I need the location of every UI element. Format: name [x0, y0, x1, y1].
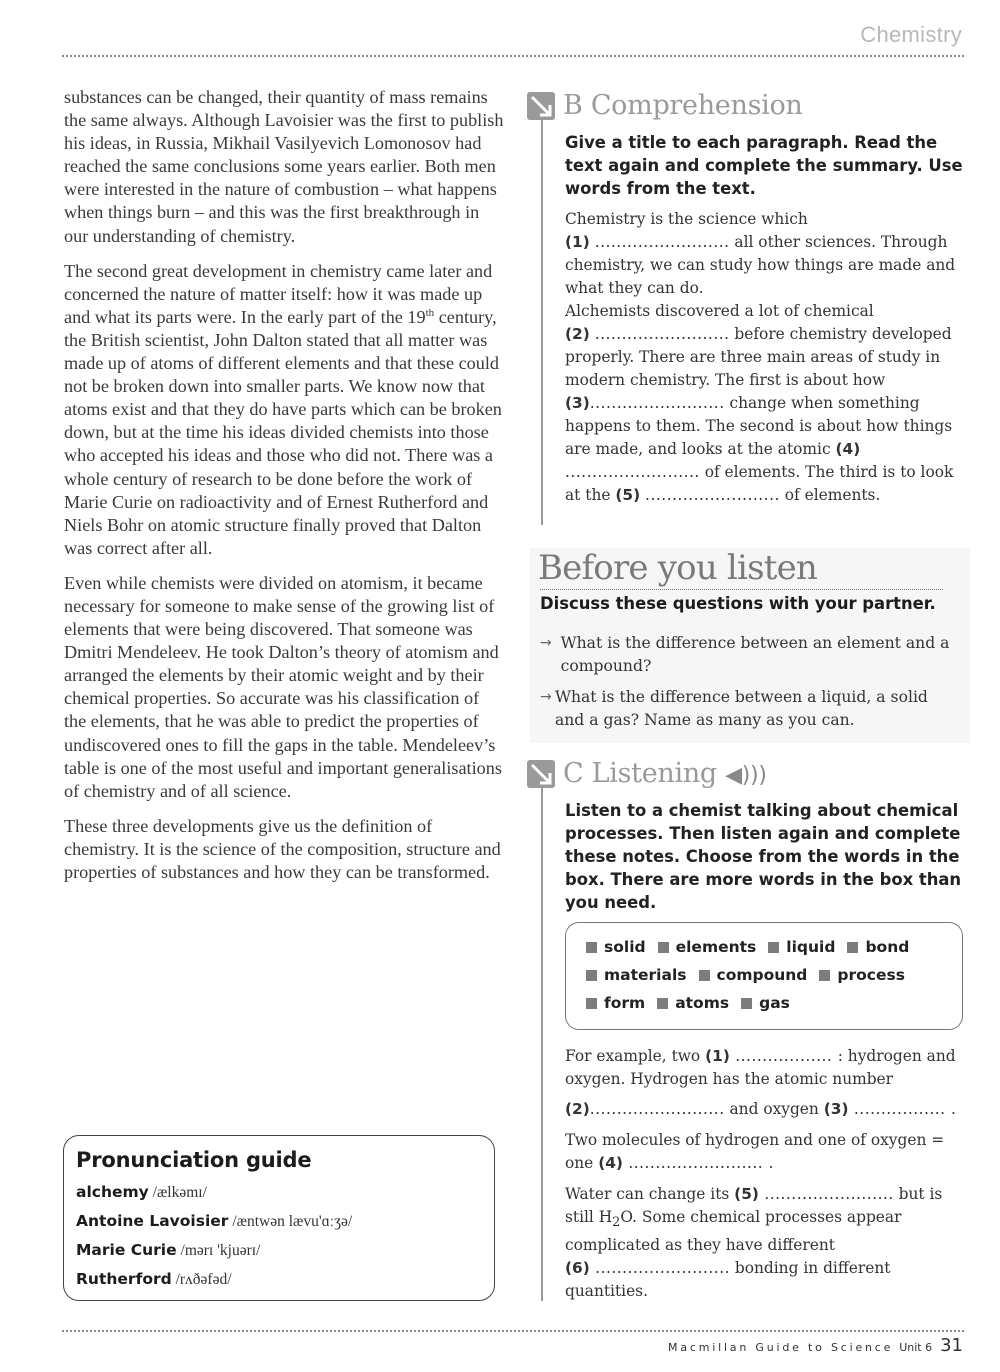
pronunciation-entry — [76, 1236, 482, 1265]
paragraph-text: century, the British scientist, John Dalton stated that all matter was made up of atoms of different elements and that these could not be broken down into smaller parts. We know now that atoms exist and that they do have parts which can be broken down, but at the time his ideas divided chemists into those who accepted his ideas and those who did not. There was a whole century of research to be done before the work of Marie Curie on radioactivity and of Ernest Rutherford and Niels Bohr on atomic structure finally proved that Dalton was correct after all. — [64, 306, 502, 558]
reading-text — [64, 86, 504, 896]
discussion-question — [540, 686, 960, 732]
note-text: : hydrogen and oxygen. Hydrogen has the atomic number — [565, 1047, 956, 1088]
comprehension-instruction: Give a title to each paragraph. Read the text again and complete the summary. Use words from the text. — [565, 133, 963, 198]
square-bullet-icon — [768, 942, 779, 953]
paragraph: These three developments give us the definition of chemistry. It is the science of the composition, structure and properties of substances and how they can be transformed. — [64, 815, 501, 882]
word-row — [586, 933, 962, 961]
comprehension-summary — [565, 208, 970, 507]
gap-field[interactable]: ................. . — [848, 1100, 957, 1118]
gap-number: (3) — [823, 1100, 849, 1118]
book-title: Macmillan Guide to Science — [668, 1341, 894, 1354]
gap-field[interactable]: ........................ — [758, 1185, 894, 1203]
word-label: gas — [759, 994, 790, 1012]
note-text: Water can change its — [565, 1185, 735, 1203]
gap-field[interactable]: ......................... — [565, 463, 700, 481]
word-option — [699, 966, 808, 984]
gap-number: (5) — [734, 1185, 759, 1203]
word-option — [768, 938, 835, 956]
gap-number: (2) — [565, 325, 590, 343]
listening-notes — [565, 1045, 970, 1303]
note-text: but is still H — [565, 1185, 943, 1226]
term: Antoine Lavoisier — [76, 1212, 229, 1230]
dotted-underline — [540, 589, 943, 590]
summary-text: Alchemists discovered a lot of chemical — [565, 302, 874, 320]
superscript: th — [425, 306, 435, 319]
term: alchemy — [76, 1183, 149, 1201]
note — [565, 1045, 970, 1091]
word-option — [586, 994, 645, 1012]
paragraph-text: The second great development in chemistry came later and concerned the nature of matter itself: how it was made up and what its parts were. In the early part of the 19 — [64, 260, 493, 327]
gap-number: (1) — [565, 233, 590, 251]
comprehension-title: B Comprehension — [563, 90, 803, 121]
summary-text: change when something happens to them. The second is about how things are made, and looks at the atomic — [565, 394, 953, 458]
subscript: 2 — [612, 1215, 621, 1231]
word-option — [819, 966, 905, 984]
gap-number: (2) — [565, 1100, 590, 1118]
word-option — [657, 994, 729, 1012]
word-label: bond — [865, 938, 910, 956]
word-row — [586, 989, 962, 1017]
word-label: atoms — [675, 994, 730, 1012]
word-option — [586, 938, 646, 956]
word-label: solid — [604, 938, 646, 956]
gap-number: (5) — [615, 486, 641, 504]
ipa: /ælkəmɪ/ — [152, 1184, 207, 1201]
square-bullet-icon — [586, 998, 597, 1009]
note-text: and oxygen — [724, 1100, 824, 1118]
gap-field[interactable]: ......................... — [594, 233, 730, 251]
ipa: /mərɪ 'kjuərɪ/ — [180, 1242, 261, 1259]
word-label: elements — [675, 938, 757, 956]
note-text: bonding in different quantities. — [565, 1259, 891, 1301]
summary-text: Chemistry is the science which — [565, 210, 808, 228]
note-text: Two molecules of hydrogen and one of oxygen = one — [565, 1131, 945, 1172]
pronunciation-entry — [76, 1265, 482, 1294]
square-bullet-icon — [586, 970, 597, 981]
summary-text: all other sciences. Through chemistry, we can study how things are made and what they can do. — [565, 233, 956, 297]
summary-text: of elements. — [779, 486, 881, 504]
pronunciation-entry — [76, 1178, 482, 1207]
gap-field[interactable]: ......................... — [589, 1100, 725, 1118]
square-bullet-icon — [586, 942, 597, 953]
term: Rutherford — [76, 1270, 172, 1288]
square-bullet-icon — [657, 998, 668, 1009]
square-bullet-icon — [819, 970, 830, 981]
subject-header: Chemistry — [860, 22, 962, 47]
question-text: What is the difference between a liquid, a solid and a gas? Name as many as you can. — [554, 688, 928, 729]
page-number: 31 — [940, 1335, 963, 1356]
note — [565, 1183, 970, 1303]
gap-number: (4) — [835, 440, 861, 458]
note-text: O. Some chemical processes appear complicated as they have different — [565, 1208, 902, 1255]
question-text: What is the difference between an element and a compound? — [560, 634, 950, 675]
word-box — [565, 922, 963, 1030]
note — [565, 1098, 970, 1121]
before-you-listen-title: Before you listen — [538, 548, 818, 588]
square-bullet-icon — [741, 998, 752, 1009]
square-bullet-icon — [699, 970, 710, 981]
square-bullet-icon — [847, 942, 858, 953]
word-option — [741, 994, 790, 1012]
summary-gap-line — [565, 323, 970, 507]
ipa: /æntwən lævu'ɑːʒə/ — [232, 1213, 353, 1230]
arrow-right-icon: → — [540, 635, 552, 651]
square-bullet-icon — [658, 942, 669, 953]
listening-title-text: C Listening — [563, 758, 717, 789]
gap-number: (4) — [598, 1154, 623, 1172]
paragraph: Even while chemists were divided on atomism, it became necessary for someone to make sense of the growing list of elements that were being discovered. That someone was Dmitri Mendeleev. He took Dalton’s theory of atomism and arranged the elements by their atomic weight and by their chemical properties. So accurate was his classification of the elements, that he was able to predict the properties of undiscovered ones to fill the gaps in the table. Mendeleev’s table is one of the most useful and important generalisations of chemistry and of all science. — [64, 572, 502, 801]
discussion-question — [540, 632, 960, 678]
word-option — [847, 938, 909, 956]
pronunciation-guide-box — [63, 1135, 495, 1301]
summary-text: of elements. The third is to look at the — [565, 463, 954, 504]
top-dotted-rule — [62, 55, 964, 57]
gap-number: (1) — [705, 1047, 730, 1065]
pronunciation-title: Pronunciation guide — [76, 1148, 312, 1172]
pronunciation-entry — [76, 1207, 482, 1236]
word-label: form — [604, 994, 646, 1012]
summary-gap-line — [565, 231, 970, 300]
note-text: For example, two — [565, 1047, 706, 1065]
gap-field[interactable]: ......................... — [645, 486, 780, 504]
gap-field[interactable]: ......................... — [589, 1259, 730, 1278]
summary-text: before chemistry developed properly. There are three main areas of study in modern chemistry. The first is about how — [565, 325, 952, 389]
gap-field[interactable]: ......................... — [589, 394, 725, 412]
word-label: liquid — [786, 938, 836, 956]
listening-instruction: Listen to a chemist talking about chemical processes. Then listen again and complete these notes. Choose from the words in the box. There are more words in the box than you need. — [565, 801, 962, 912]
section-arrow-icon — [527, 760, 555, 788]
bottom-dotted-rule — [62, 1330, 964, 1332]
word-label: materials — [604, 966, 687, 984]
section-arrow-icon — [527, 92, 555, 120]
word-row — [586, 961, 962, 989]
term: Marie Curie — [76, 1241, 177, 1259]
ipa: /rʌðəfəd/ — [175, 1271, 232, 1288]
note — [565, 1129, 970, 1175]
before-you-listen-instruction: Discuss these questions with your partner. — [540, 594, 936, 613]
speaker-icon[interactable]: ◀))) — [725, 763, 767, 788]
page-footer — [668, 1335, 963, 1356]
gap-field[interactable]: ......................... . — [622, 1154, 774, 1172]
gap-field[interactable]: .................. — [729, 1047, 838, 1065]
arrow-right-icon: → — [540, 689, 552, 705]
word-option — [586, 966, 687, 984]
gap-number: (6) — [565, 1259, 590, 1278]
word-label: compound — [716, 966, 808, 984]
paragraph — [64, 260, 504, 560]
unit-label: Unit 6 — [899, 1341, 933, 1354]
section-rule — [541, 118, 543, 525]
gap-number: (3) — [565, 394, 590, 412]
paragraph: substances can be changed, their quantity of mass remains the same always. Although Lavoisier was the first to publish his ideas, in Russia, Mikhail Vasilyevich Lomonosov had reached the same conclusions some years earlier. Both men were interested in the nature of combustion – what happens when things burn – and this was the first breakthrough in our understanding of chemistry. — [64, 87, 504, 246]
section-rule — [541, 786, 543, 1301]
word-label: process — [837, 966, 905, 984]
word-option — [658, 938, 757, 956]
listening-title — [563, 758, 767, 789]
gap-field[interactable]: ......................... — [594, 325, 730, 343]
